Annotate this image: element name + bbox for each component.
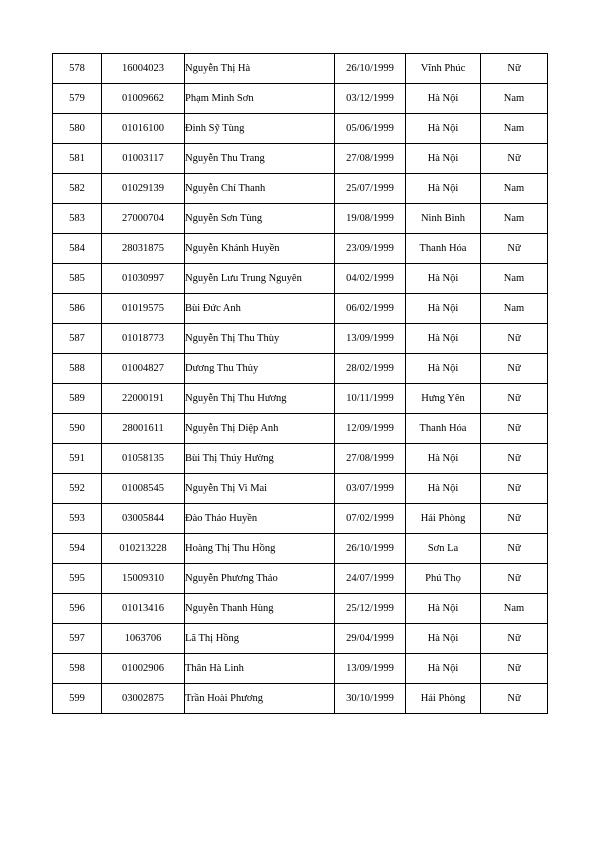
table-row	[53, 594, 548, 624]
cell-index: 585	[53, 264, 102, 294]
cell-gender: Nam	[481, 114, 548, 144]
cell-index: 592	[53, 474, 102, 504]
cell-gender: Nữ	[481, 54, 548, 84]
cell-birthplace: Hà Nội	[406, 264, 481, 294]
cell-gender: Nữ	[481, 624, 548, 654]
cell-index: 595	[53, 564, 102, 594]
cell-birthplace: Sơn La	[406, 534, 481, 564]
cell-gender: Nam	[481, 264, 548, 294]
cell-index: 586	[53, 294, 102, 324]
table-row	[53, 54, 548, 84]
table-row	[53, 384, 548, 414]
cell-gender: Nam	[481, 204, 548, 234]
cell-index: 589	[53, 384, 102, 414]
cell-full-name: Nguyễn Lưu Trung Nguyên	[185, 264, 335, 294]
cell-birthplace: Hải Phòng	[406, 684, 481, 714]
cell-index: 591	[53, 444, 102, 474]
table-row	[53, 324, 548, 354]
cell-full-name: Lã Thị Hồng	[185, 624, 335, 654]
cell-birthplace: Vĩnh Phúc	[406, 54, 481, 84]
cell-index: 582	[53, 174, 102, 204]
table-row	[53, 114, 548, 144]
cell-candidate-number: 22000191	[102, 384, 185, 414]
cell-index: 580	[53, 114, 102, 144]
cell-candidate-number: 01019575	[102, 294, 185, 324]
table-row	[53, 144, 548, 174]
cell-gender: Nữ	[481, 384, 548, 414]
cell-date-of-birth: 03/12/1999	[335, 84, 406, 114]
cell-date-of-birth: 13/09/1999	[335, 654, 406, 684]
cell-full-name: Nguyễn Thị Thu Hương	[185, 384, 335, 414]
cell-date-of-birth: 27/08/1999	[335, 444, 406, 474]
cell-gender: Nữ	[481, 684, 548, 714]
cell-candidate-number: 01002906	[102, 654, 185, 684]
cell-candidate-number: 27000704	[102, 204, 185, 234]
student-records-table	[52, 53, 548, 714]
cell-gender: Nữ	[481, 324, 548, 354]
table-row	[53, 474, 548, 504]
cell-full-name: Phạm Minh Sơn	[185, 84, 335, 114]
cell-gender: Nữ	[481, 654, 548, 684]
cell-candidate-number: 01004827	[102, 354, 185, 384]
cell-candidate-number: 03005844	[102, 504, 185, 534]
cell-birthplace: Hà Nội	[406, 144, 481, 174]
cell-index: 593	[53, 504, 102, 534]
cell-index: 587	[53, 324, 102, 354]
cell-full-name: Nguyễn Chí Thanh	[185, 174, 335, 204]
table-row	[53, 204, 548, 234]
cell-full-name: Đinh Sỹ Tùng	[185, 114, 335, 144]
cell-full-name: Nguyễn Sơn Tùng	[185, 204, 335, 234]
cell-date-of-birth: 28/02/1999	[335, 354, 406, 384]
table-row	[53, 354, 548, 384]
table-row	[53, 534, 548, 564]
cell-date-of-birth: 26/10/1999	[335, 54, 406, 84]
cell-gender: Nữ	[481, 234, 548, 264]
cell-birthplace: Hà Nội	[406, 294, 481, 324]
table-row	[53, 684, 548, 714]
cell-date-of-birth: 07/02/1999	[335, 504, 406, 534]
cell-birthplace: Hà Nội	[406, 114, 481, 144]
cell-gender: Nữ	[481, 534, 548, 564]
cell-candidate-number: 01058135	[102, 444, 185, 474]
cell-gender: Nữ	[481, 444, 548, 474]
cell-index: 581	[53, 144, 102, 174]
table-row	[53, 654, 548, 684]
table-row	[53, 444, 548, 474]
cell-date-of-birth: 04/02/1999	[335, 264, 406, 294]
cell-candidate-number: 01013416	[102, 594, 185, 624]
cell-full-name: Nguyễn Thu Trang	[185, 144, 335, 174]
cell-candidate-number: 1063706	[102, 624, 185, 654]
cell-index: 598	[53, 654, 102, 684]
cell-candidate-number: 16004023	[102, 54, 185, 84]
cell-date-of-birth: 10/11/1999	[335, 384, 406, 414]
cell-index: 590	[53, 414, 102, 444]
cell-birthplace: Hà Nội	[406, 474, 481, 504]
cell-gender: Nam	[481, 174, 548, 204]
cell-date-of-birth: 27/08/1999	[335, 144, 406, 174]
cell-birthplace: Thanh Hóa	[406, 234, 481, 264]
cell-birthplace: Hải Phòng	[406, 504, 481, 534]
cell-date-of-birth: 25/12/1999	[335, 594, 406, 624]
cell-date-of-birth: 24/07/1999	[335, 564, 406, 594]
table-row	[53, 414, 548, 444]
cell-full-name: Nguyễn Thị Hà	[185, 54, 335, 84]
cell-index: 597	[53, 624, 102, 654]
cell-candidate-number: 28031875	[102, 234, 185, 264]
cell-index: 599	[53, 684, 102, 714]
cell-gender: Nữ	[481, 144, 548, 174]
cell-candidate-number: 010213228	[102, 534, 185, 564]
cell-index: 588	[53, 354, 102, 384]
cell-full-name: Nguyễn Thanh Hùng	[185, 594, 335, 624]
cell-birthplace: Hưng Yên	[406, 384, 481, 414]
cell-index: 596	[53, 594, 102, 624]
cell-candidate-number: 01009662	[102, 84, 185, 114]
cell-gender: Nữ	[481, 504, 548, 534]
cell-candidate-number: 01016100	[102, 114, 185, 144]
cell-birthplace: Hà Nội	[406, 324, 481, 354]
cell-full-name: Nguyễn Thị Thu Thùy	[185, 324, 335, 354]
cell-date-of-birth: 26/10/1999	[335, 534, 406, 564]
cell-candidate-number: 01003117	[102, 144, 185, 174]
cell-index: 583	[53, 204, 102, 234]
table-body	[53, 54, 548, 714]
cell-index: 584	[53, 234, 102, 264]
cell-gender: Nữ	[481, 414, 548, 444]
cell-birthplace: Hà Nội	[406, 354, 481, 384]
cell-date-of-birth: 03/07/1999	[335, 474, 406, 504]
cell-full-name: Thân Hà Linh	[185, 654, 335, 684]
cell-full-name: Nguyễn Thị Vi Mai	[185, 474, 335, 504]
cell-birthplace: Hà Nội	[406, 594, 481, 624]
cell-candidate-number: 15009310	[102, 564, 185, 594]
cell-birthplace: Phú Thọ	[406, 564, 481, 594]
cell-candidate-number: 01030997	[102, 264, 185, 294]
cell-gender: Nữ	[481, 354, 548, 384]
cell-candidate-number: 01018773	[102, 324, 185, 354]
cell-full-name: Trần Hoài Phương	[185, 684, 335, 714]
cell-full-name: Nguyễn Thị Diệp Anh	[185, 414, 335, 444]
cell-date-of-birth: 06/02/1999	[335, 294, 406, 324]
cell-full-name: Bùi Thị Thúy Hường	[185, 444, 335, 474]
cell-birthplace: Ninh Bình	[406, 204, 481, 234]
cell-gender: Nữ	[481, 474, 548, 504]
cell-birthplace: Hà Nội	[406, 174, 481, 204]
cell-full-name: Dương Thu Thủy	[185, 354, 335, 384]
cell-date-of-birth: 19/08/1999	[335, 204, 406, 234]
cell-gender: Nam	[481, 84, 548, 114]
cell-full-name: Nguyễn Phương Thảo	[185, 564, 335, 594]
cell-date-of-birth: 29/04/1999	[335, 624, 406, 654]
cell-date-of-birth: 23/09/1999	[335, 234, 406, 264]
cell-candidate-number: 01029139	[102, 174, 185, 204]
cell-full-name: Bùi Đức Anh	[185, 294, 335, 324]
cell-birthplace: Thanh Hóa	[406, 414, 481, 444]
table-row	[53, 234, 548, 264]
cell-index: 594	[53, 534, 102, 564]
cell-date-of-birth: 30/10/1999	[335, 684, 406, 714]
cell-birthplace: Hà Nội	[406, 84, 481, 114]
cell-date-of-birth: 13/09/1999	[335, 324, 406, 354]
cell-birthplace: Hà Nội	[406, 654, 481, 684]
cell-candidate-number: 28001611	[102, 414, 185, 444]
cell-date-of-birth: 12/09/1999	[335, 414, 406, 444]
table-row	[53, 174, 548, 204]
table-row	[53, 84, 548, 114]
cell-birthplace: Hà Nội	[406, 624, 481, 654]
cell-date-of-birth: 05/06/1999	[335, 114, 406, 144]
table-row	[53, 264, 548, 294]
cell-index: 578	[53, 54, 102, 84]
cell-gender: Nữ	[481, 564, 548, 594]
table-row	[53, 294, 548, 324]
cell-full-name: Nguyễn Khánh Huyền	[185, 234, 335, 264]
cell-gender: Nam	[481, 294, 548, 324]
table-row	[53, 504, 548, 534]
cell-full-name: Hoàng Thị Thu Hồng	[185, 534, 335, 564]
cell-full-name: Đào Thảo Huyền	[185, 504, 335, 534]
table-row	[53, 564, 548, 594]
cell-candidate-number: 03002875	[102, 684, 185, 714]
table-row	[53, 624, 548, 654]
cell-date-of-birth: 25/07/1999	[335, 174, 406, 204]
cell-index: 579	[53, 84, 102, 114]
cell-gender: Nam	[481, 594, 548, 624]
cell-candidate-number: 01008545	[102, 474, 185, 504]
cell-birthplace: Hà Nội	[406, 444, 481, 474]
